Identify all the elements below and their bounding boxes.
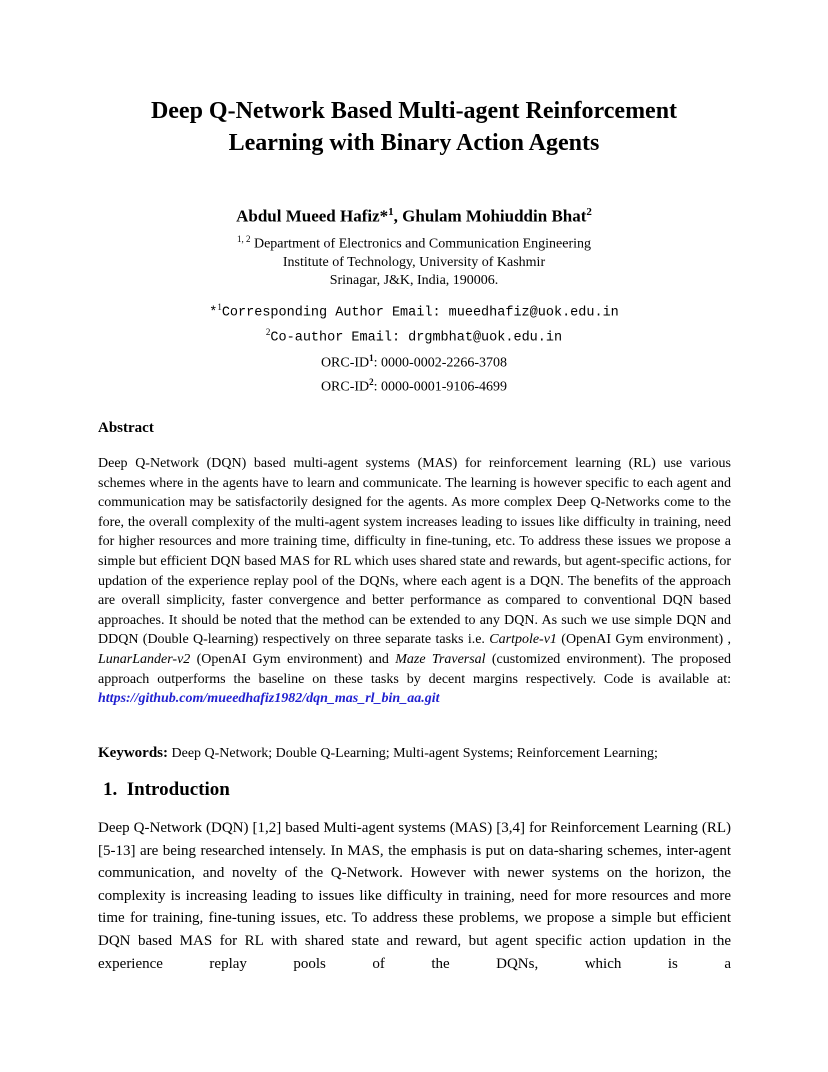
affiliation-line-3: Srinagar, J&K, India, 190006.: [329, 272, 499, 288]
coauthor-email: [0, 323, 828, 348]
corresponding-email: [0, 298, 828, 323]
author-separator: ,: [393, 206, 403, 226]
orcid-1: [0, 349, 828, 373]
paper-title-line-2: Learning with Binary Action Agents: [228, 130, 600, 156]
abstract-text-2: (OpenAI Gym environment) ,: [556, 632, 731, 648]
orcid-2-value: : 0000-0001-9106-4699: [373, 379, 508, 395]
abstract-heading: Abstract: [98, 420, 154, 436]
coauthor-sup: 2: [265, 326, 271, 337]
author-2-sup: 2: [586, 206, 592, 218]
orcid-2: [0, 373, 828, 397]
abstract-task-2: LunarLander-v2: [98, 651, 191, 667]
orcid-1-label: ORC-ID: [320, 355, 370, 371]
affiliation-department: Department of Electronics and Communication Engineering: [253, 236, 592, 252]
abstract-text-3: (OpenAI Gym environment) and: [190, 651, 396, 667]
introduction-body: Deep Q-Network (DQN) [1,2] based Multi-agent systems (MAS) [3,4] for Reinforcement Learning (RL) [5-13] are being researched intensely. In MAS, the emphasis is put on data-sharing schemes, inter-agent communication, and novelty of the Q-Network. However with newer systems on the horizon, the complexity is increasing leading to issues like difficulty in training, need for more resources and more time for training, fine-tuning issues, etc. To address these problems, we propose a simple but efficient DQN based MAS for RL with shared state and reward, but agent specific action updation in the experience replay pools of the DQNs, which is a: [98, 820, 731, 972]
orcid-2-label: ORC-ID: [320, 379, 370, 395]
affiliation-line-1: [0, 230, 828, 254]
paper-title: [0, 95, 828, 159]
abstract-task-3: Maze Traversal: [395, 651, 486, 667]
corresponding-email-text: Corresponding Author Email: mueedhafiz@uok.edu.in: [221, 305, 619, 321]
affiliation-line-2: Institute of Technology, University of Kashmir: [282, 254, 546, 270]
abstract-text-4: (customized environment). The proposed approach outperforms the baseline on these tasks by decent margins respectively. Code is available at:: [98, 651, 731, 687]
orcid-2-sup: 2: [369, 376, 374, 387]
code-link[interactable]: https://github.com/mueedhafiz1982/dqn_mas_rl_bin_aa.git: [98, 691, 440, 707]
affiliation-sup: 1, 2: [236, 234, 251, 244]
abstract-task-1: Cartpole-v1: [489, 632, 557, 648]
coauthor-email-text: Co-author Email: drgmbhat@uok.edu.in: [270, 330, 563, 345]
keywords-label: Keywords:: [98, 745, 168, 761]
author-1-name: Abdul Mueed Hafiz*: [236, 206, 389, 226]
affiliation: [0, 230, 828, 290]
paper-title-line-1: Deep Q-Network Based Multi-agent Reinforcement: [150, 98, 678, 124]
abstract-text-1: Deep Q-Network (DQN) based multi-agent systems (MAS) for reinforcement learning (RL) use various schemes where in the agents have to learn and communicate. The learning is however specific to each agent and communication may be satisfactorily designed for the agents. As more complex Deep Q-Networks come to the fore, the overall complexity of the multi-agent system increases leading to issues like difficulty in training, need for higher resources and more training time, difficulty in fine-tuning, etc. To address these issues we propose a simple but efficient DQN based MAS for RL which uses shared state and rewards, but agent-specific actions, for updation of the experience replay pool of the DQNs, where each agent is a DQN. The benefits of the approach are overall simplicity, faster convergence and better performance as compared to conventional DQN based approaches. It should be noted that the method can be extended to any DQN. As such we use simple DQN and DDQN (Double Q-learning) respectively on three separate tasks i.e.: [98, 456, 731, 648]
keywords: [98, 744, 738, 763]
keywords-text: Deep Q-Network; Double Q-Learning; Multi-agent Systems; Reinforcement Learning;: [168, 746, 658, 761]
author-1-sup: 1: [388, 206, 394, 218]
author-2-name: Ghulam Mohiuddin Bhat: [402, 206, 587, 226]
corresponding-star: *: [209, 305, 218, 321]
orcid-block: [0, 349, 828, 396]
author-list: [0, 200, 828, 229]
email-block: [0, 298, 828, 347]
orcid-1-value: : 0000-0002-2266-3708: [373, 355, 508, 371]
section-heading-introduction: 1. Introduction: [103, 779, 230, 800]
orcid-1-sup: 1: [369, 353, 374, 363]
corresponding-sup: 1: [217, 302, 222, 312]
abstract-body: [98, 454, 731, 709]
